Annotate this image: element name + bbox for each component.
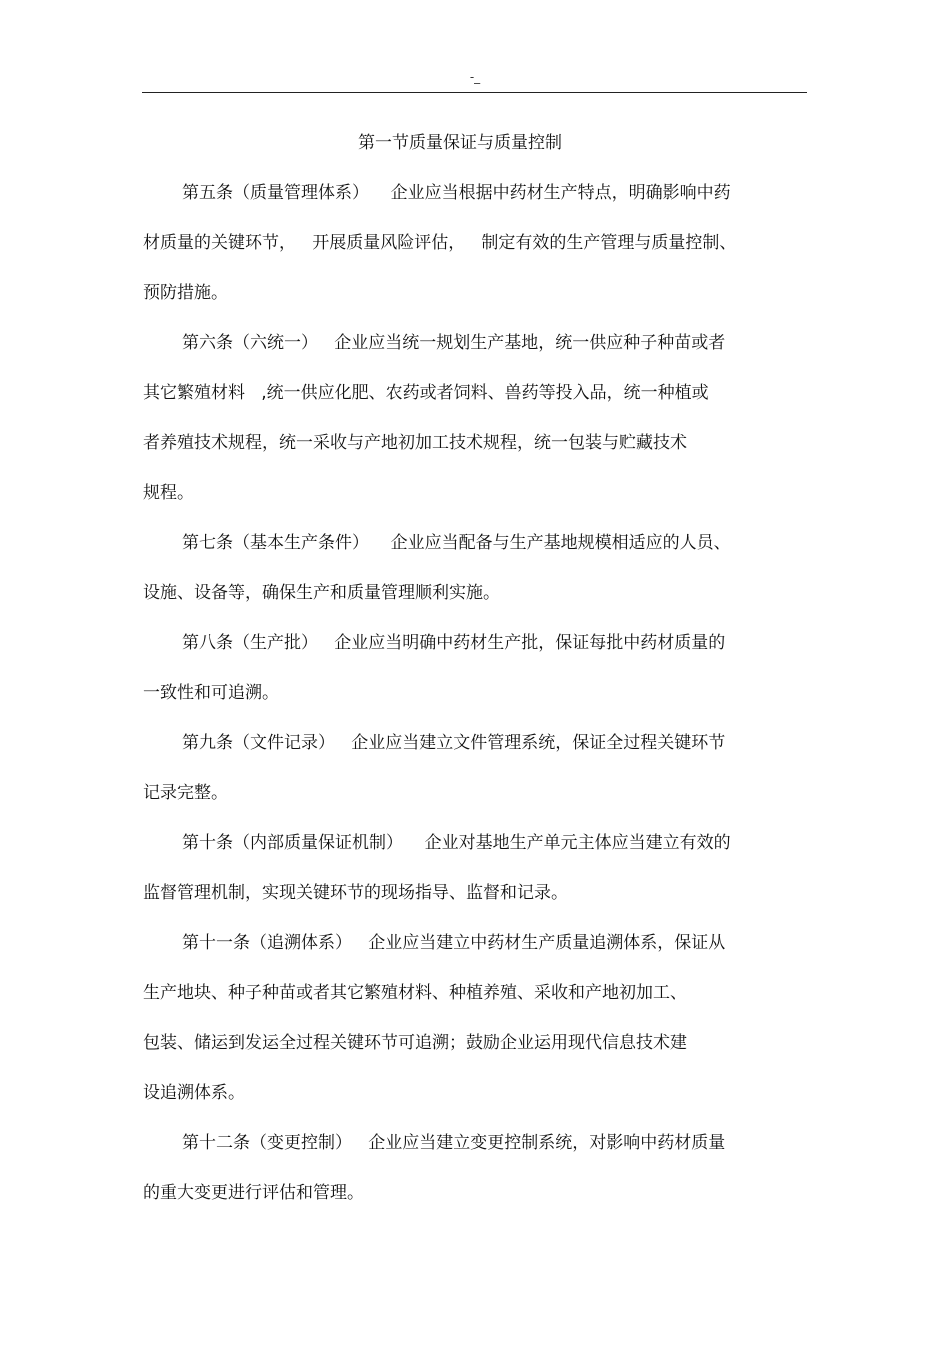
- article-7-line-1: 第七条（基本生产条件） 企业应当配备与生产基地规模相适应的人员、: [182, 533, 731, 553]
- article-6-line-3: 者养殖技术规程，统一采收与产地初加工技术规程，统一包装与贮藏技术: [143, 433, 687, 453]
- article-11-line-1: 第十一条（追溯体系） 企业应当建立中药材生产质量追溯体系，保证从: [182, 933, 726, 953]
- article-10-line-1: 第十条（内部质量保证机制） 企业对基地生产单元主体应当建立有效的: [182, 833, 731, 853]
- section-title: 第一节质量保证与质量控制: [358, 133, 562, 153]
- article-11-line-2: 生产地块、种子种苗或者其它繁殖材料、种植养殖、采收和产地初加工、: [143, 983, 687, 1003]
- article-11-line-4: 设追溯体系。: [143, 1083, 245, 1103]
- article-12-line-1: 第十二条（变更控制） 企业应当建立变更控制系统，对影响中药材质量: [182, 1133, 726, 1153]
- article-6-line-4: 规程。: [143, 483, 194, 503]
- article-7-line-2: 设施、设备等，确保生产和质量管理顺利实施。: [143, 583, 500, 603]
- article-9-line-1: 第九条（文件记录） 企业应当建立文件管理系统，保证全过程关键环节: [182, 733, 726, 753]
- article-5-line-2: 材质量的关键环节， 开展质量风险评估， 制定有效的生产管理与质量控制、: [143, 233, 737, 253]
- article-9-line-2: 记录完整。: [143, 783, 228, 803]
- page-header-mark: -_: [469, 70, 481, 84]
- article-8-line-1: 第八条（生产批） 企业应当明确中药材生产批，保证每批中药材质量的: [182, 633, 726, 653]
- article-10-line-2: 监督管理机制，实现关键环节的现场指导、监督和记录。: [143, 883, 568, 903]
- article-11-line-3: 包装、储运到发运全过程关键环节可追溯；鼓励企业运用现代信息技术建: [143, 1033, 687, 1053]
- article-5-line-3: 预防措施。: [143, 283, 228, 303]
- article-5-line-1: 第五条（质量管理体系） 企业应当根据中药材生产特点，明确影响中药: [182, 183, 731, 203]
- article-6-line-2: 其它繁殖材料 ,统一供应化肥、农药或者饲料、兽药等投入品，统一种植或: [143, 383, 709, 403]
- article-6-line-1: 第六条（六统一） 企业应当统一规划生产基地，统一供应种子种苗或者: [182, 333, 726, 353]
- article-8-line-2: 一致性和可追溯。: [143, 683, 279, 703]
- article-12-line-2: 的重大变更进行评估和管理。: [143, 1183, 364, 1203]
- header-rule: [142, 92, 807, 93]
